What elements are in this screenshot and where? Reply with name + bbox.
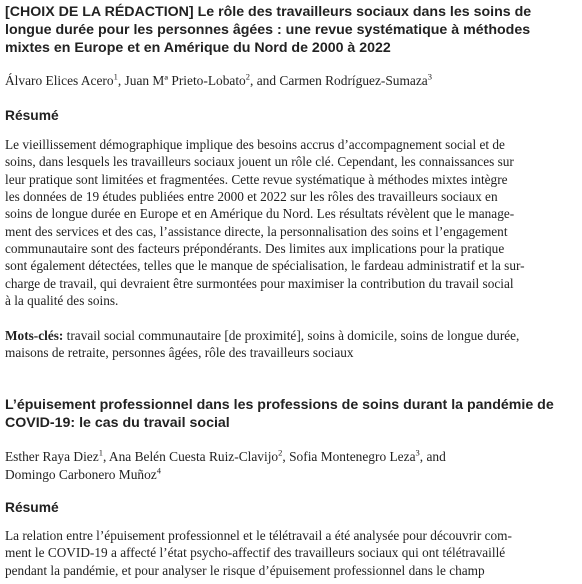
author-separator: ,: [117, 73, 125, 88]
article1-authors: [5, 72, 577, 90]
author-name: Álvaro Elices Acero: [5, 73, 114, 88]
author-separator: ,: [102, 449, 109, 464]
author-affiliation-mark: 1: [98, 447, 103, 458]
article2-title-line: L’épuisement professionnel dans les professions de soins durant la pandémie de: [5, 397, 554, 413]
article2-abstract-body: [5, 527, 577, 579]
article1-title[interactable]: [5, 3, 575, 57]
article1-abstract-heading: Résumé: [5, 108, 59, 123]
article1-title-line: [CHOIX DE LA RÉDACTION] Le rôle des travailleurs sociaux dans les soins de: [5, 4, 532, 20]
abstract-line: soins de longue durée en Europe et en Amérique du Nord. Les résultats révèlent que le manage-: [5, 206, 515, 222]
article2-title-line: COVID-19: le cas du travail social: [5, 415, 230, 431]
article2-abstract-heading: Résumé: [5, 500, 59, 515]
author-affiliation-mark: 2: [278, 447, 283, 458]
author-separator: , and: [419, 449, 446, 464]
abstract-line: communautaire sont des facteurs prépondérants. Des limites aux implications pour la pratique: [5, 241, 505, 257]
author-affiliation-mark: 4: [156, 465, 161, 476]
author-separator: ,: [282, 449, 290, 464]
abstract-line: soins, dans lesquels les travailleurs sociaux jouent un rôle clé. Cependant, les connaissances sur: [5, 154, 514, 170]
keywords-line: maisons de retraite, personnes âgées, rôle des travailleurs sociaux: [5, 345, 354, 361]
author-affiliation-mark: 1: [113, 71, 118, 82]
author-name: Domingo Carbonero Muñoz: [5, 467, 157, 482]
article1-keywords: [5, 327, 577, 362]
keywords-label: Mots-clés:: [5, 328, 64, 343]
author-affiliation-mark: 3: [415, 447, 420, 458]
abstract-line: ment des services et des cas, l’assistance directe, la personnalisation des soins et l’engagement: [5, 223, 508, 239]
abstract-line: les données de 19 études publiées entre 2000 et 2022 sur les rôles des travailleurs sociaux en: [5, 189, 498, 205]
abstract-line: à la qualité des soins.: [5, 293, 119, 309]
abstract-line: ment le COVID-19 a affecté l’état psycho-affectif des travailleurs sociaux qui ont télétravaillé: [5, 545, 506, 561]
abstract-line: pendant la pandémie, et pour analyser le risque d’épuisement professionnel dans le champ: [5, 562, 485, 578]
author-name: Esther Raya Diez: [5, 449, 99, 464]
article1-title-line: longue durée pour les personnes âgées : une revue systématique à méthodes: [5, 22, 531, 38]
author-name: Juan Mª Prieto-Lobato: [124, 73, 246, 88]
article1-title-line: mixtes en Europe et en Amérique du Nord de 2000 à 2022: [5, 40, 391, 56]
author-name: Ana Belén Cuesta Ruiz-Clavijo: [108, 449, 279, 464]
author-name: Carmen Rodríguez-Sumaza: [279, 73, 428, 88]
abstract-line: charge de travail, qui devraient être surmontées pour maximiser la contribution du travail social: [5, 275, 514, 291]
keywords-line: [5, 327, 577, 344]
abstract-line: leur pratique sont limitées et fragmentées. Cette revue systématique à méthodes mixtes intègre: [5, 171, 508, 187]
abstract-line: La relation entre l’épuisement professionnel et le télétravail a été analysée pour découvrir com-: [5, 528, 512, 543]
author-affiliation-mark: 3: [427, 71, 433, 82]
abstract-line: sont également détectées, telles que le manque de spécialisation, le fardeau administratif et la sur-: [5, 258, 525, 274]
author-affiliation-mark: 2: [245, 71, 250, 82]
keywords-text: travail social communautaire [de proximité], soins à domicile, soins de longue durée,: [63, 328, 520, 343]
article1-abstract-body: [5, 136, 577, 309]
author-separator: , and: [250, 73, 280, 88]
article2-title[interactable]: [5, 396, 575, 432]
author-name: Sofia Montenegro Leza: [289, 449, 416, 464]
article2-authors: [5, 448, 577, 484]
abstract-line: Le vieillissement démographique implique des besoins accrus d’accompagnement social et de: [5, 137, 505, 152]
